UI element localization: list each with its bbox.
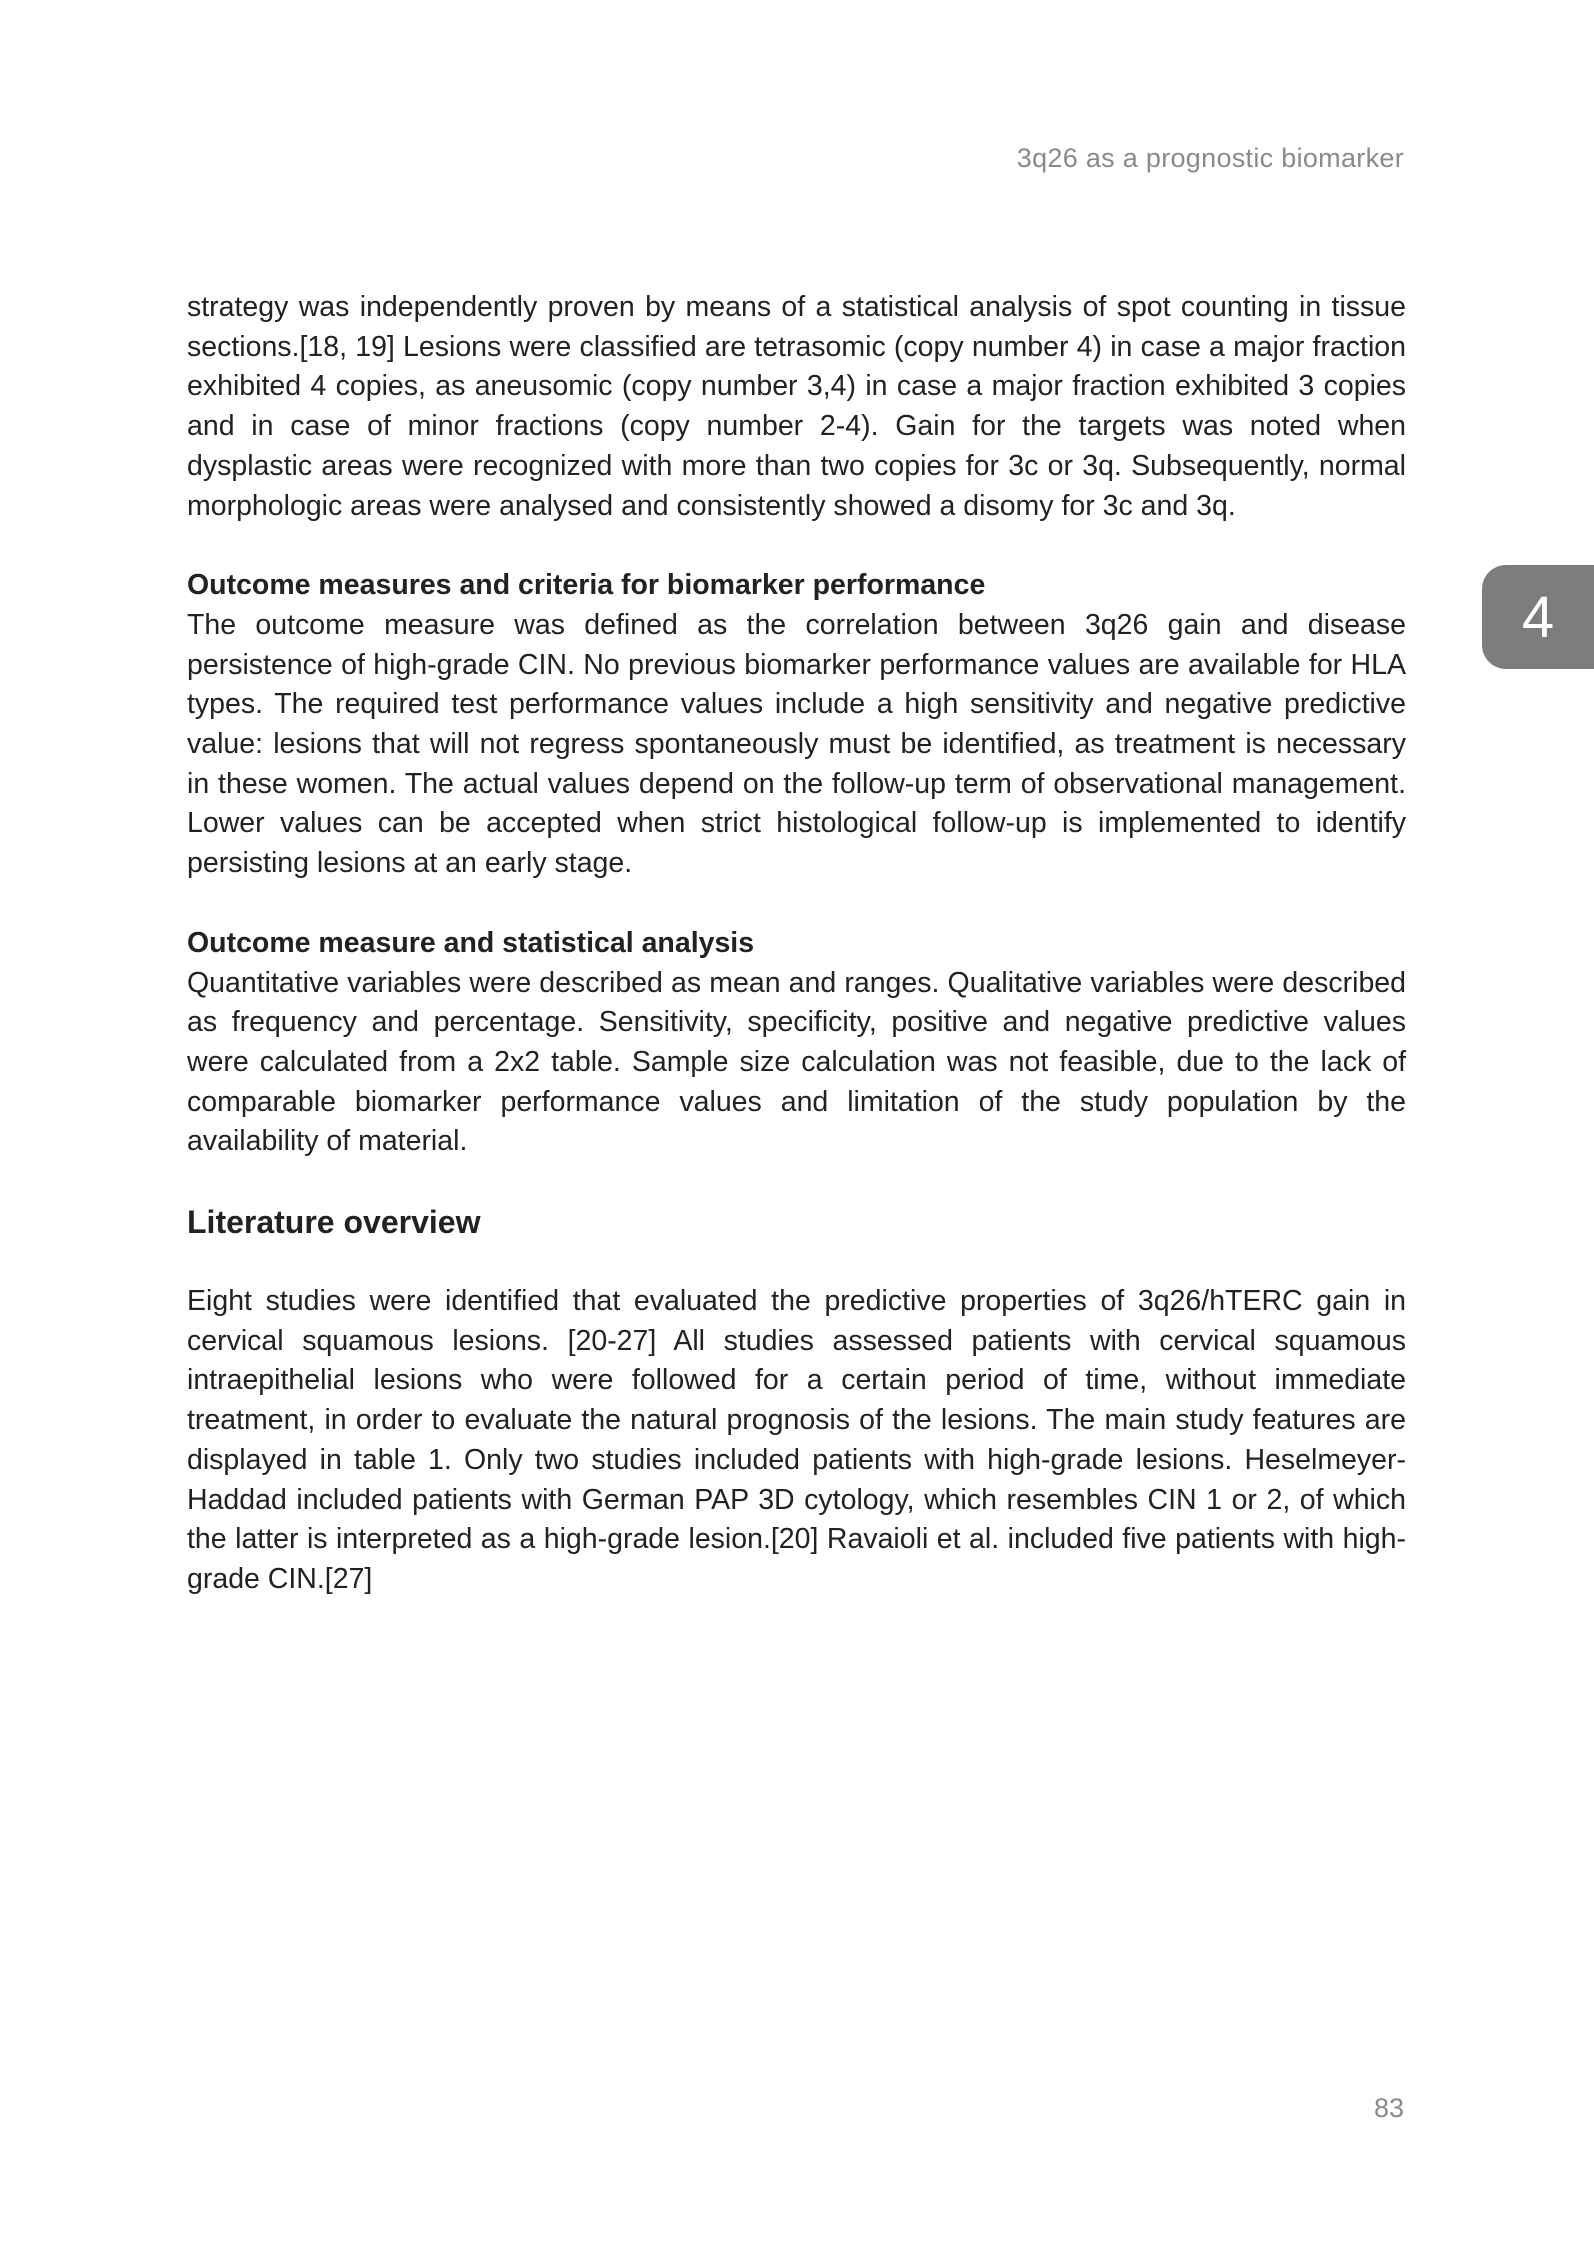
running-header: 3q26 as a prognostic biomarker — [1016, 143, 1404, 173]
paragraph-statistical-analysis: Quantitative variables were described as mean and ranges. Qualitative variables were described as frequency and percentage. Sensitivity, specificity, positive and negative predictive values were calculated from a 2x2 table. Sample size calculation was not feasible, due to the lack of comparable biomarker performance values and limitation of the study population by the availability of material. — [187, 966, 1406, 1158]
page-number: 83 — [1373, 2093, 1404, 2123]
subheading-outcome-criteria: Outcome measures and criteria for biomarker performance — [187, 569, 986, 602]
page-body — [187, 288, 1406, 1600]
section-heading-literature-overview: Literature overview — [187, 1204, 481, 1241]
paragraph-intro: strategy was independently proven by means of a statistical analysis of spot counting in tissue sections.[18, 19] Lesions were classified are tetrasomic (copy number 4) in case a major fraction exhibited 4 copies, as aneusomic (copy number 3,4) in case a major fraction exhibited 3 copies and in case of minor fractions (copy number 2-4). Gain for the targets was noted when dysplastic areas were recognized with more than two copies for 3c or 3q. Subsequently, normal morphologic areas were analysed and consistently showed a disomy for 3c and 3q. — [187, 291, 1406, 522]
paragraph-literature-overview: Eight studies were identified that evaluated the predictive properties of 3q26/hTERC gain in cervical squamous lesions. [20-27] All studies assessed patients with cervical squamous intraepithelial lesions who were followed for a certain period of time, without immediate treatment, in order to evaluate the natural prognosis of the lesions. The main study features are displayed in table 1. Only two studies included patients with high-grade lesions. Heselmeyer-Haddad included patients with German PAP 3D cytology, which resembles CIN 1 or 2, of which the latter is interpreted as a high-grade lesion.[20] Ravaioli et al. included five patients with high-grade CIN.[27] — [187, 1285, 1406, 1595]
chapter-tab: 4 — [1482, 565, 1594, 669]
subheading-statistical-analysis: Outcome measure and statistical analysis — [187, 926, 755, 959]
paragraph-outcome-criteria: The outcome measure was defined as the correlation between 3q26 gain and disease persistence of high-grade CIN. No previous biomarker performance values are available for HLA types. The required test performance values include a high sensitivity and negative predictive value: lesions that will not regress spontaneously must be identified, as treatment is necessary in these women. The actual values depend on the follow-up term of observational management. Lower values can be accepted when strict histological follow-up is implemented to identify persisting lesions at an early stage. — [187, 608, 1406, 880]
